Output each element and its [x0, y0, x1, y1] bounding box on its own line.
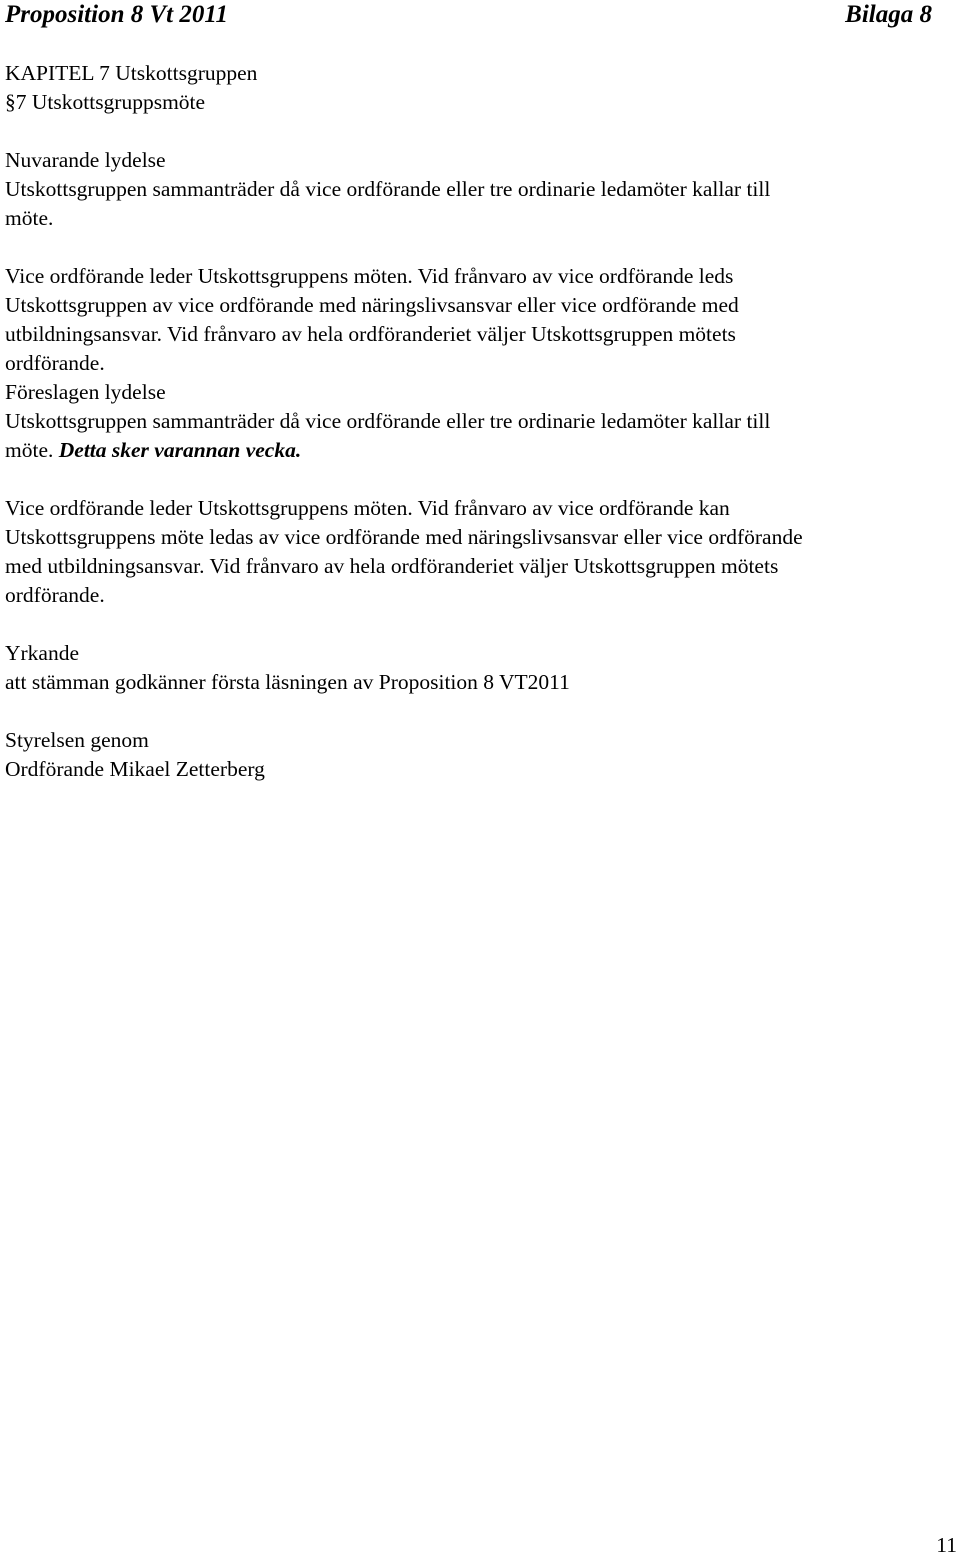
header-appendix-label: Bilaga 8	[845, 1, 932, 28]
chapter-title: KAPITEL 7 Utskottsgruppen	[5, 61, 258, 85]
proposed-paragraph-2-line-2: Utskottsgruppens möte ledas av vice ordförande med näringslivsansvar eller vice ordförande	[5, 525, 803, 549]
proposed-paragraph-2-line-3: med utbildningsansvar. Vid frånvaro av hela ordföranderiet väljer Utskottsgruppen mötets	[5, 554, 779, 578]
signature-line-2: Ordförande Mikael Zetterberg	[5, 757, 265, 781]
current-paragraph-1-line-1: Utskottsgruppen sammanträder då vice ordförande eller tre ordinarie ledamöter kallar till	[5, 177, 771, 201]
proposed-wording-heading: Föreslagen lydelse	[5, 380, 166, 404]
current-paragraph-2-line-4: ordförande.	[5, 351, 105, 375]
spacer	[5, 117, 930, 146]
current-paragraph-2-line-1: Vice ordförande leder Utskottsgruppens möten. Vid frånvaro av vice ordförande leds	[5, 264, 734, 288]
page-number: 11	[936, 1533, 957, 1557]
motion-text: att stämman godkänner första läsningen av Proposition 8 VT2011	[5, 670, 570, 694]
motion-heading: Yrkande	[5, 641, 80, 665]
signature-line-1: Styrelsen genom	[5, 728, 149, 752]
header-proposition-title: Proposition 8 Vt 2011	[5, 1, 228, 28]
spacer	[5, 233, 930, 262]
current-wording-heading: Nuvarande lydelse	[5, 148, 166, 172]
page-header	[5, 0, 932, 32]
section-title: §7 Utskottsgruppsmöte	[5, 90, 206, 114]
current-paragraph-1-line-2: möte.	[5, 206, 54, 230]
spacer	[5, 465, 930, 494]
proposed-paragraph-1-line-1: Utskottsgruppen sammanträder då vice ordförande eller tre ordinarie ledamöter kallar till	[5, 409, 771, 433]
proposed-paragraph-1-emphasis: Detta sker varannan vecka.	[58, 438, 302, 462]
spacer	[5, 697, 930, 726]
proposed-paragraph-1-plain-text: möte.	[5, 438, 59, 462]
proposed-paragraph-2-line-1: Vice ordförande leder Utskottsgruppens möten. Vid frånvaro av vice ordförande kan	[5, 496, 730, 520]
spacer	[5, 610, 930, 639]
document-body	[5, 59, 930, 784]
current-paragraph-2-line-2: Utskottsgruppen av vice ordförande med näringslivsansvar eller vice ordförande med	[5, 293, 739, 317]
proposed-paragraph-1-line-2	[5, 436, 930, 465]
proposed-paragraph-2-line-4: ordförande.	[5, 583, 105, 607]
current-paragraph-2-line-3: utbildningsansvar. Vid frånvaro av hela ordföranderiet väljer Utskottsgruppen mötets	[5, 322, 736, 346]
